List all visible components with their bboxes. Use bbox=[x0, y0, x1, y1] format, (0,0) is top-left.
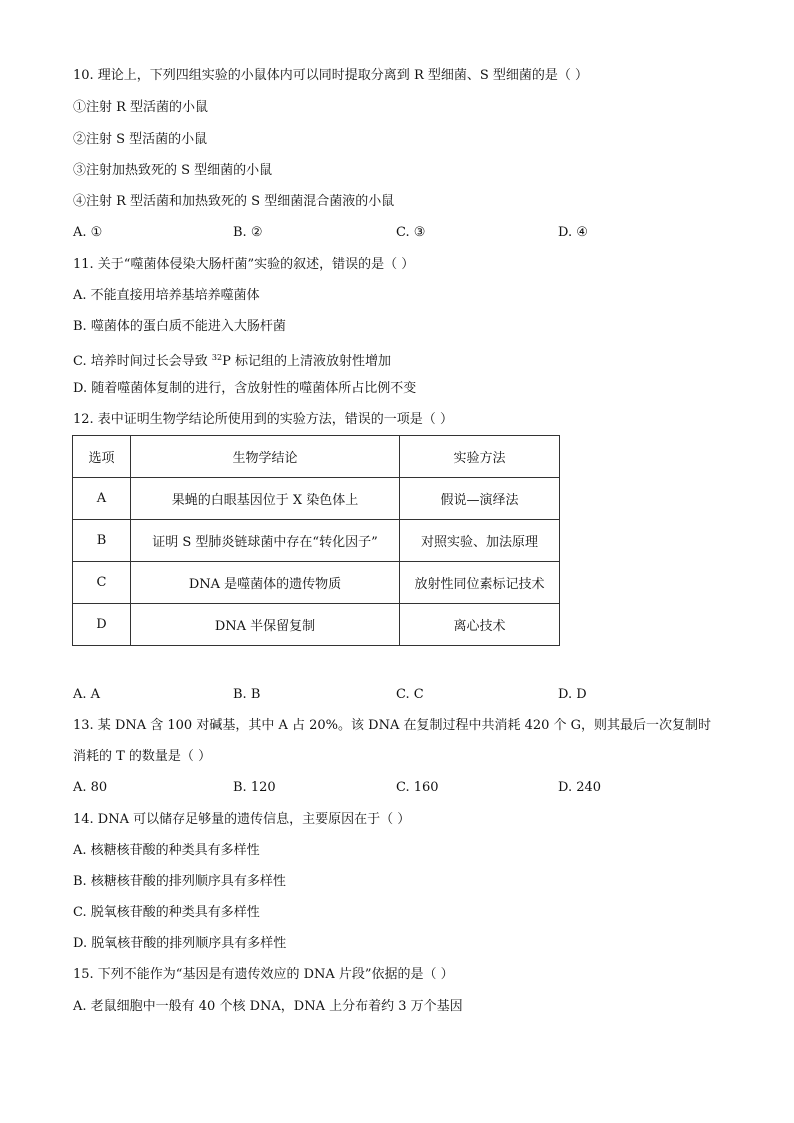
cell-conclusion: DNA 半保留复制 bbox=[131, 604, 400, 646]
q12-option-b: B. B bbox=[233, 687, 261, 702]
table-row bbox=[73, 604, 560, 646]
table-row bbox=[73, 562, 560, 604]
q10-item-2: ②注射 S 型活菌的小鼠 bbox=[73, 132, 208, 147]
q10-item-1: ①注射 R 型活菌的小鼠 bbox=[73, 100, 209, 115]
q13-option-d: D. 240 bbox=[558, 780, 602, 795]
q11-option-c bbox=[73, 349, 391, 371]
q10-option-b: B. ② bbox=[233, 225, 263, 240]
cell-option: B bbox=[73, 520, 131, 562]
q12-table bbox=[72, 435, 560, 646]
q12-option-d: D. D bbox=[558, 687, 587, 702]
q11-stem: 11. 关于“噬菌体侵染大肠杆菌”实验的叙述，错误的是（ ） bbox=[73, 257, 415, 272]
cell-option: D bbox=[73, 604, 131, 646]
header-conclusion: 生物学结论 bbox=[131, 436, 400, 478]
q13-stem-line2: 消耗的 T 的数量是（ ） bbox=[73, 749, 212, 764]
q11-option-a: A. 不能直接用培养基培养噬菌体 bbox=[73, 288, 260, 303]
table-row bbox=[73, 520, 560, 562]
q10-option-d: D. ④ bbox=[558, 225, 588, 240]
q10-option-c: C. ③ bbox=[396, 225, 426, 240]
cell-option: C bbox=[73, 562, 131, 604]
q11-option-b: B. 噬菌体的蛋白质不能进入大肠杆菌 bbox=[73, 319, 286, 334]
q10-stem: 10. 理论上，下列四组实验的小鼠体内可以同时提取分离到 R 型细菌、S 型细菌的是（ ） bbox=[73, 68, 589, 83]
q10-item-4: ④注射 R 型活菌和加热致死的 S 型细菌混合菌液的小鼠 bbox=[73, 194, 395, 209]
cell-method: 放射性同位素标记技术 bbox=[400, 562, 560, 604]
q13-option-b: B. 120 bbox=[233, 780, 276, 795]
q13-option-a: A. 80 bbox=[73, 780, 108, 795]
q14-option-b: B. 核糖核苷酸的排列顺序具有多样性 bbox=[73, 874, 286, 889]
q10-option-a: A. ① bbox=[73, 225, 103, 240]
cell-conclusion: 证明 S 型肺炎链球菌中存在“转化因子” bbox=[131, 520, 400, 562]
q15-option-a: A. 老鼠细胞中一般有 40 个核 DNA，DNA 上分布着约 3 万个基因 bbox=[73, 999, 463, 1014]
q12-option-c: C. C bbox=[396, 687, 424, 702]
table-header-row bbox=[73, 436, 560, 478]
q11-option-d: D. 随着噬菌体复制的进行，含放射性的噬菌体所占比例不变 bbox=[73, 381, 417, 396]
q13-stem-line1: 13. 某 DNA 含 100 对碱基，其中 A 占 20%。该 DNA 在复制过程中共消耗 420 个 G，则其最后一次复制时 bbox=[73, 718, 712, 733]
q15-stem: 15. 下列不能作为“基因是有遗传效应的 DNA 片段”依据的是（ ） bbox=[73, 967, 454, 982]
header-method: 实验方法 bbox=[400, 436, 560, 478]
cell-conclusion: 果蝇的白眼基因位于 X 染色体上 bbox=[131, 478, 400, 520]
cell-method: 假说—演绎法 bbox=[400, 478, 560, 520]
cell-method: 离心技术 bbox=[400, 604, 560, 646]
table-row bbox=[73, 478, 560, 520]
q14-option-a: A. 核糖核苷酸的种类具有多样性 bbox=[73, 843, 260, 858]
q11-option-c-text: C. 培养时间过长会导致 bbox=[73, 354, 212, 369]
header-option: 选项 bbox=[73, 436, 131, 478]
q14-option-c: C. 脱氧核苷酸的种类具有多样性 bbox=[73, 905, 260, 920]
q11-option-c-rest: P 标记组的上清液放射性增加 bbox=[222, 354, 391, 369]
q14-stem: 14. DNA 可以储存足够量的遗传信息，主要原因在于（ ） bbox=[73, 812, 411, 827]
q12-stem: 12. 表中证明生物学结论所使用到的实验方法，错误的一项是（ ） bbox=[73, 412, 453, 427]
q10-item-3: ③注射加热致死的 S 型细菌的小鼠 bbox=[73, 163, 273, 178]
cell-option: A bbox=[73, 478, 131, 520]
q12-option-a: A. A bbox=[73, 687, 101, 702]
cell-method: 对照实验、加法原理 bbox=[400, 520, 560, 562]
q14-option-d: D. 脱氧核苷酸的排列顺序具有多样性 bbox=[73, 936, 287, 951]
q11-isotope-mass: 32 bbox=[211, 353, 223, 362]
cell-conclusion: DNA 是噬菌体的遗传物质 bbox=[131, 562, 400, 604]
q13-option-c: C. 160 bbox=[396, 780, 439, 795]
